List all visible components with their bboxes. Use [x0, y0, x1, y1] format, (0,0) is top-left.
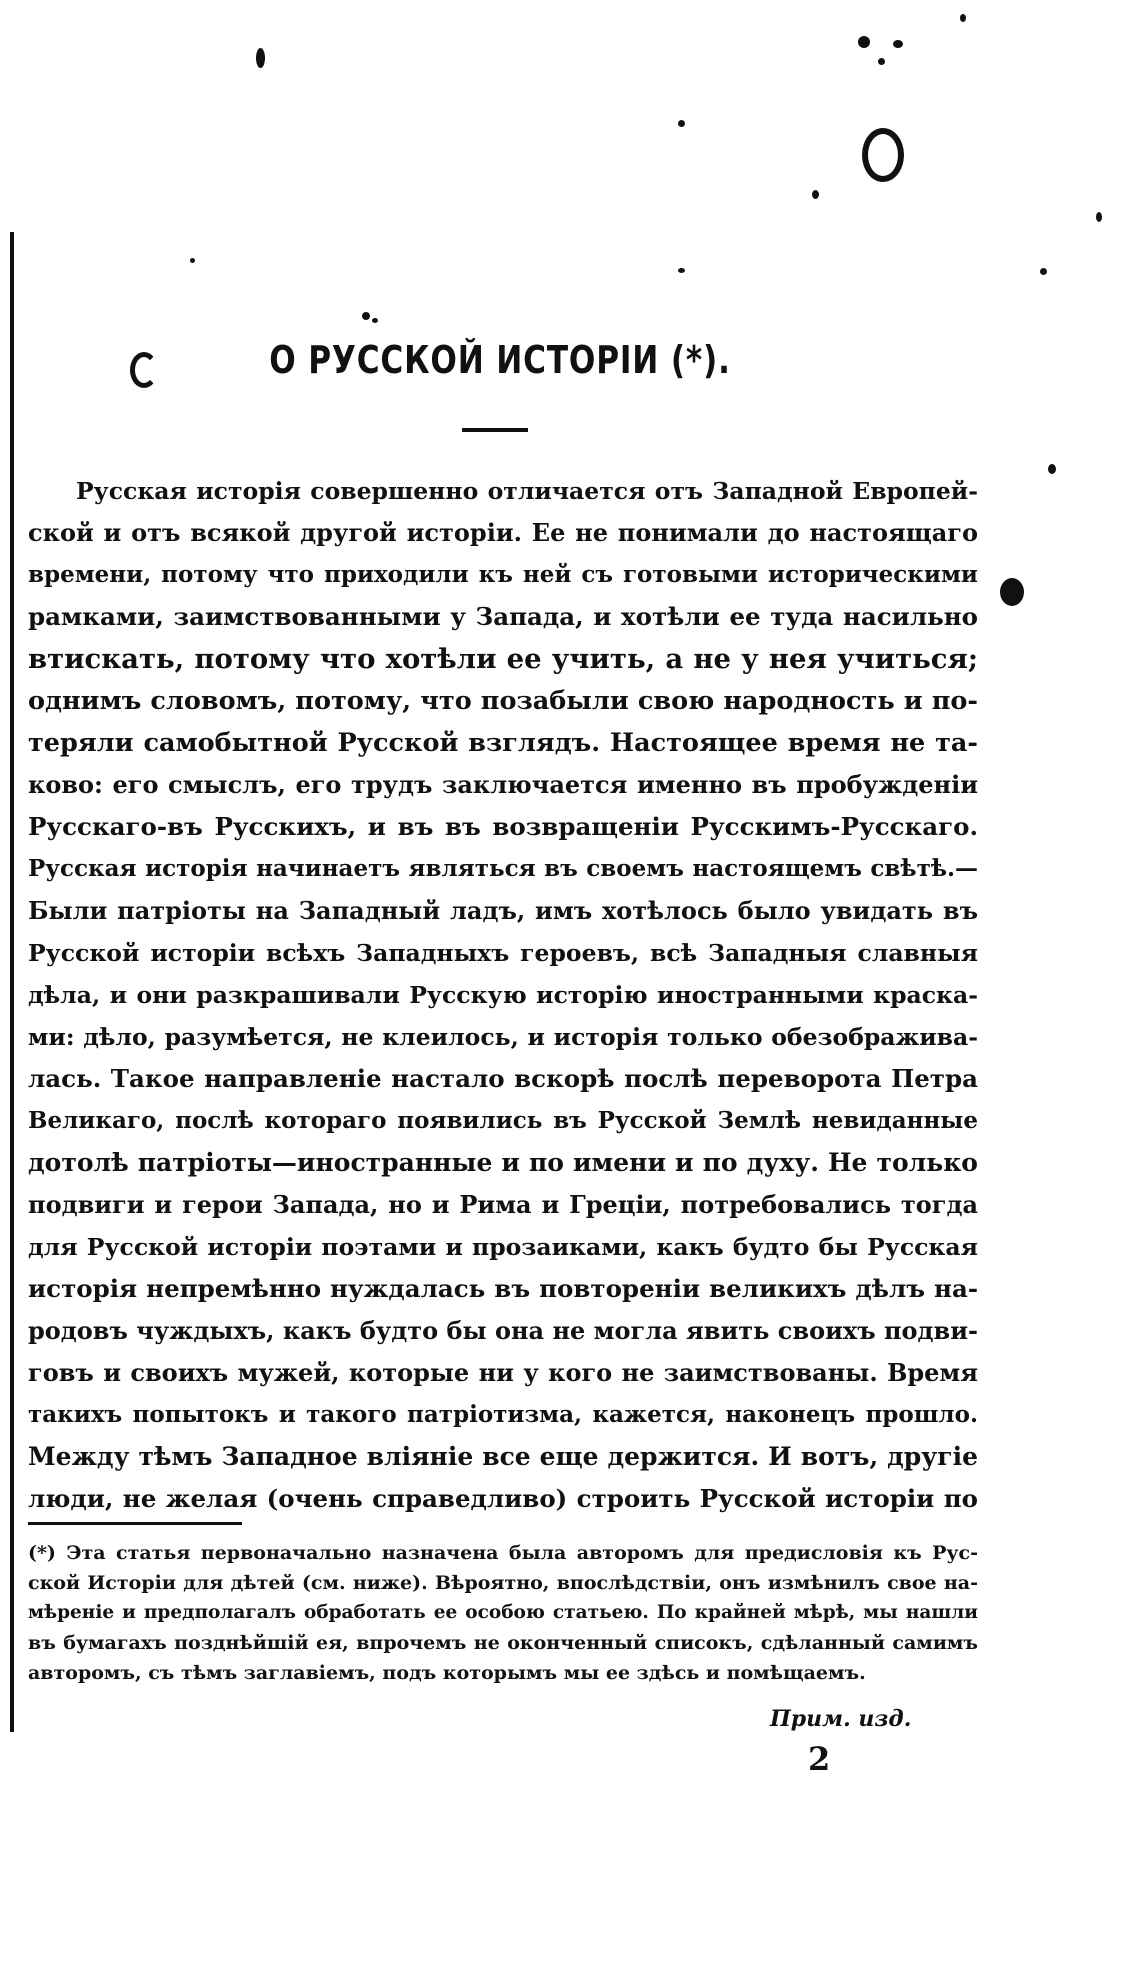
scan-speck	[1000, 578, 1024, 606]
scan-speck	[678, 120, 685, 127]
body-line: ми: дѣло, разумѣется, не клеилось, и исторія только обезображива-	[28, 1023, 978, 1051]
scan-speck	[678, 268, 685, 273]
body-line: дѣла, и они разкрашивали Русскую исторію иностранными краска-	[28, 981, 978, 1009]
scan-speck	[878, 58, 885, 65]
body-line: времени, потому что приходили къ ней съ готовыми историческими	[28, 561, 978, 588]
scan-speck	[1096, 212, 1102, 222]
title-rule	[462, 428, 528, 432]
scan-speck	[1040, 268, 1047, 275]
footnote-line: ской Исторіи для дѣтей (см. ниже). Вѣроятно, впослѣдствіи, онъ измѣнилъ свое на-	[28, 1572, 978, 1594]
scan-speck	[812, 190, 819, 199]
footnote-line: (*) Эта статья первоначально назначена была авторомъ для предисловія къ Рус-	[28, 1542, 978, 1564]
footnote-rule	[28, 1522, 242, 1525]
scan-speck	[862, 128, 904, 182]
publisher-note-sign: Прим. изд.	[770, 1706, 912, 1732]
body-line: для Русской исторіи поэтами и прозаиками, какъ будто бы Русская	[28, 1233, 978, 1261]
body-line: рамками, заимствованными у Запада, и хотѣли ее туда насильно	[28, 602, 978, 631]
scan-speck	[256, 48, 265, 68]
body-line: родовъ чуждыхъ, какъ будто бы она не могла явить своихъ подви-	[28, 1316, 978, 1345]
body-line: подвиги и герои Запада, но и Рима и Греціи, потребовались тогда	[28, 1190, 978, 1219]
scan-speck	[858, 36, 870, 48]
scan-speck	[1048, 464, 1056, 474]
body-line: Русскаго-въ Русскихъ, и въ въ возвращеніи Русскимъ-Русскаго.	[28, 812, 978, 841]
footnote	[28, 1538, 978, 1688]
body-line: втискать, потому что хотѣли ее учить, а не у нея учиться;	[28, 643, 978, 675]
body-line: говъ и своихъ мужей, которые ни у кого не заимствованы. Время	[28, 1358, 978, 1387]
body-line: Русской исторіи всѣхъ Западныхъ героевъ, всѣ Западныя славныя	[28, 939, 978, 967]
body-line: Великаго, послѣ котораго появились въ Русской Землѣ невиданные	[28, 1107, 978, 1134]
footnote-line: авторомъ, съ тѣмъ заглавіемъ, подъ которымъ мы ее здѣсь и помѣщаемъ.	[28, 1662, 866, 1684]
left-margin-rule	[10, 232, 14, 1732]
scan-speck	[372, 318, 378, 323]
body-line: Были патріоты на Западный ладъ, имъ хотѣлось было увидать въ	[28, 896, 978, 925]
scan-speck	[893, 40, 903, 48]
page-number: 2	[808, 1740, 831, 1778]
body-line: ской и отъ всякой другой исторіи. Ее не понимали до настоящаго	[28, 518, 978, 547]
scan-speck	[960, 14, 966, 22]
article-body	[28, 470, 978, 1520]
body-line: Русская исторія совершенно отличается отъ Западной Европей-	[76, 477, 978, 505]
footnote-line: въ бумагахъ позднѣйшій ея, впрочемъ не оконченный списокъ, сдѣланный самимъ	[28, 1632, 978, 1654]
body-line: теряли самобытной Русской взглядъ. Настоящее время не та-	[28, 728, 978, 758]
scan-speck	[362, 312, 370, 320]
body-line: дотолѣ патріоты—иностранные и по имени и по духу. Не только	[28, 1148, 978, 1177]
body-line: Русская исторія начинаетъ являться въ своемъ настоящемъ свѣтѣ.—	[28, 855, 978, 882]
body-line: лась. Такое направленіе настало вскорѣ послѣ переворота Петра	[28, 1064, 978, 1093]
body-line: Между тѣмъ Западное вліяніе все еще держится. И вотъ, другіе	[28, 1442, 978, 1471]
body-line: однимъ словомъ, потому, что позабыли свою народность и по-	[28, 686, 978, 716]
body-line: люди, не желая (очень справедливо) строить Русской исторіи по	[28, 1484, 978, 1513]
body-line: ково: его смыслъ, его трудъ заключается именно въ пробужденіи	[28, 770, 978, 799]
scan-speck	[190, 258, 195, 263]
article-title: О РУССКОЙ ИСТОРІИ (*).	[269, 338, 731, 382]
body-line: такихъ попытокъ и такого патріотизма, кажется, наконецъ прошло.	[28, 1401, 978, 1428]
body-line: исторія непремѣнно нуждалась въ повтореніи великихъ дѣлъ на-	[28, 1274, 978, 1303]
footnote-line: мѣреніе и предполагалъ обработать ее особою статьею. По крайней мѣрѣ, мы нашли	[28, 1602, 978, 1623]
